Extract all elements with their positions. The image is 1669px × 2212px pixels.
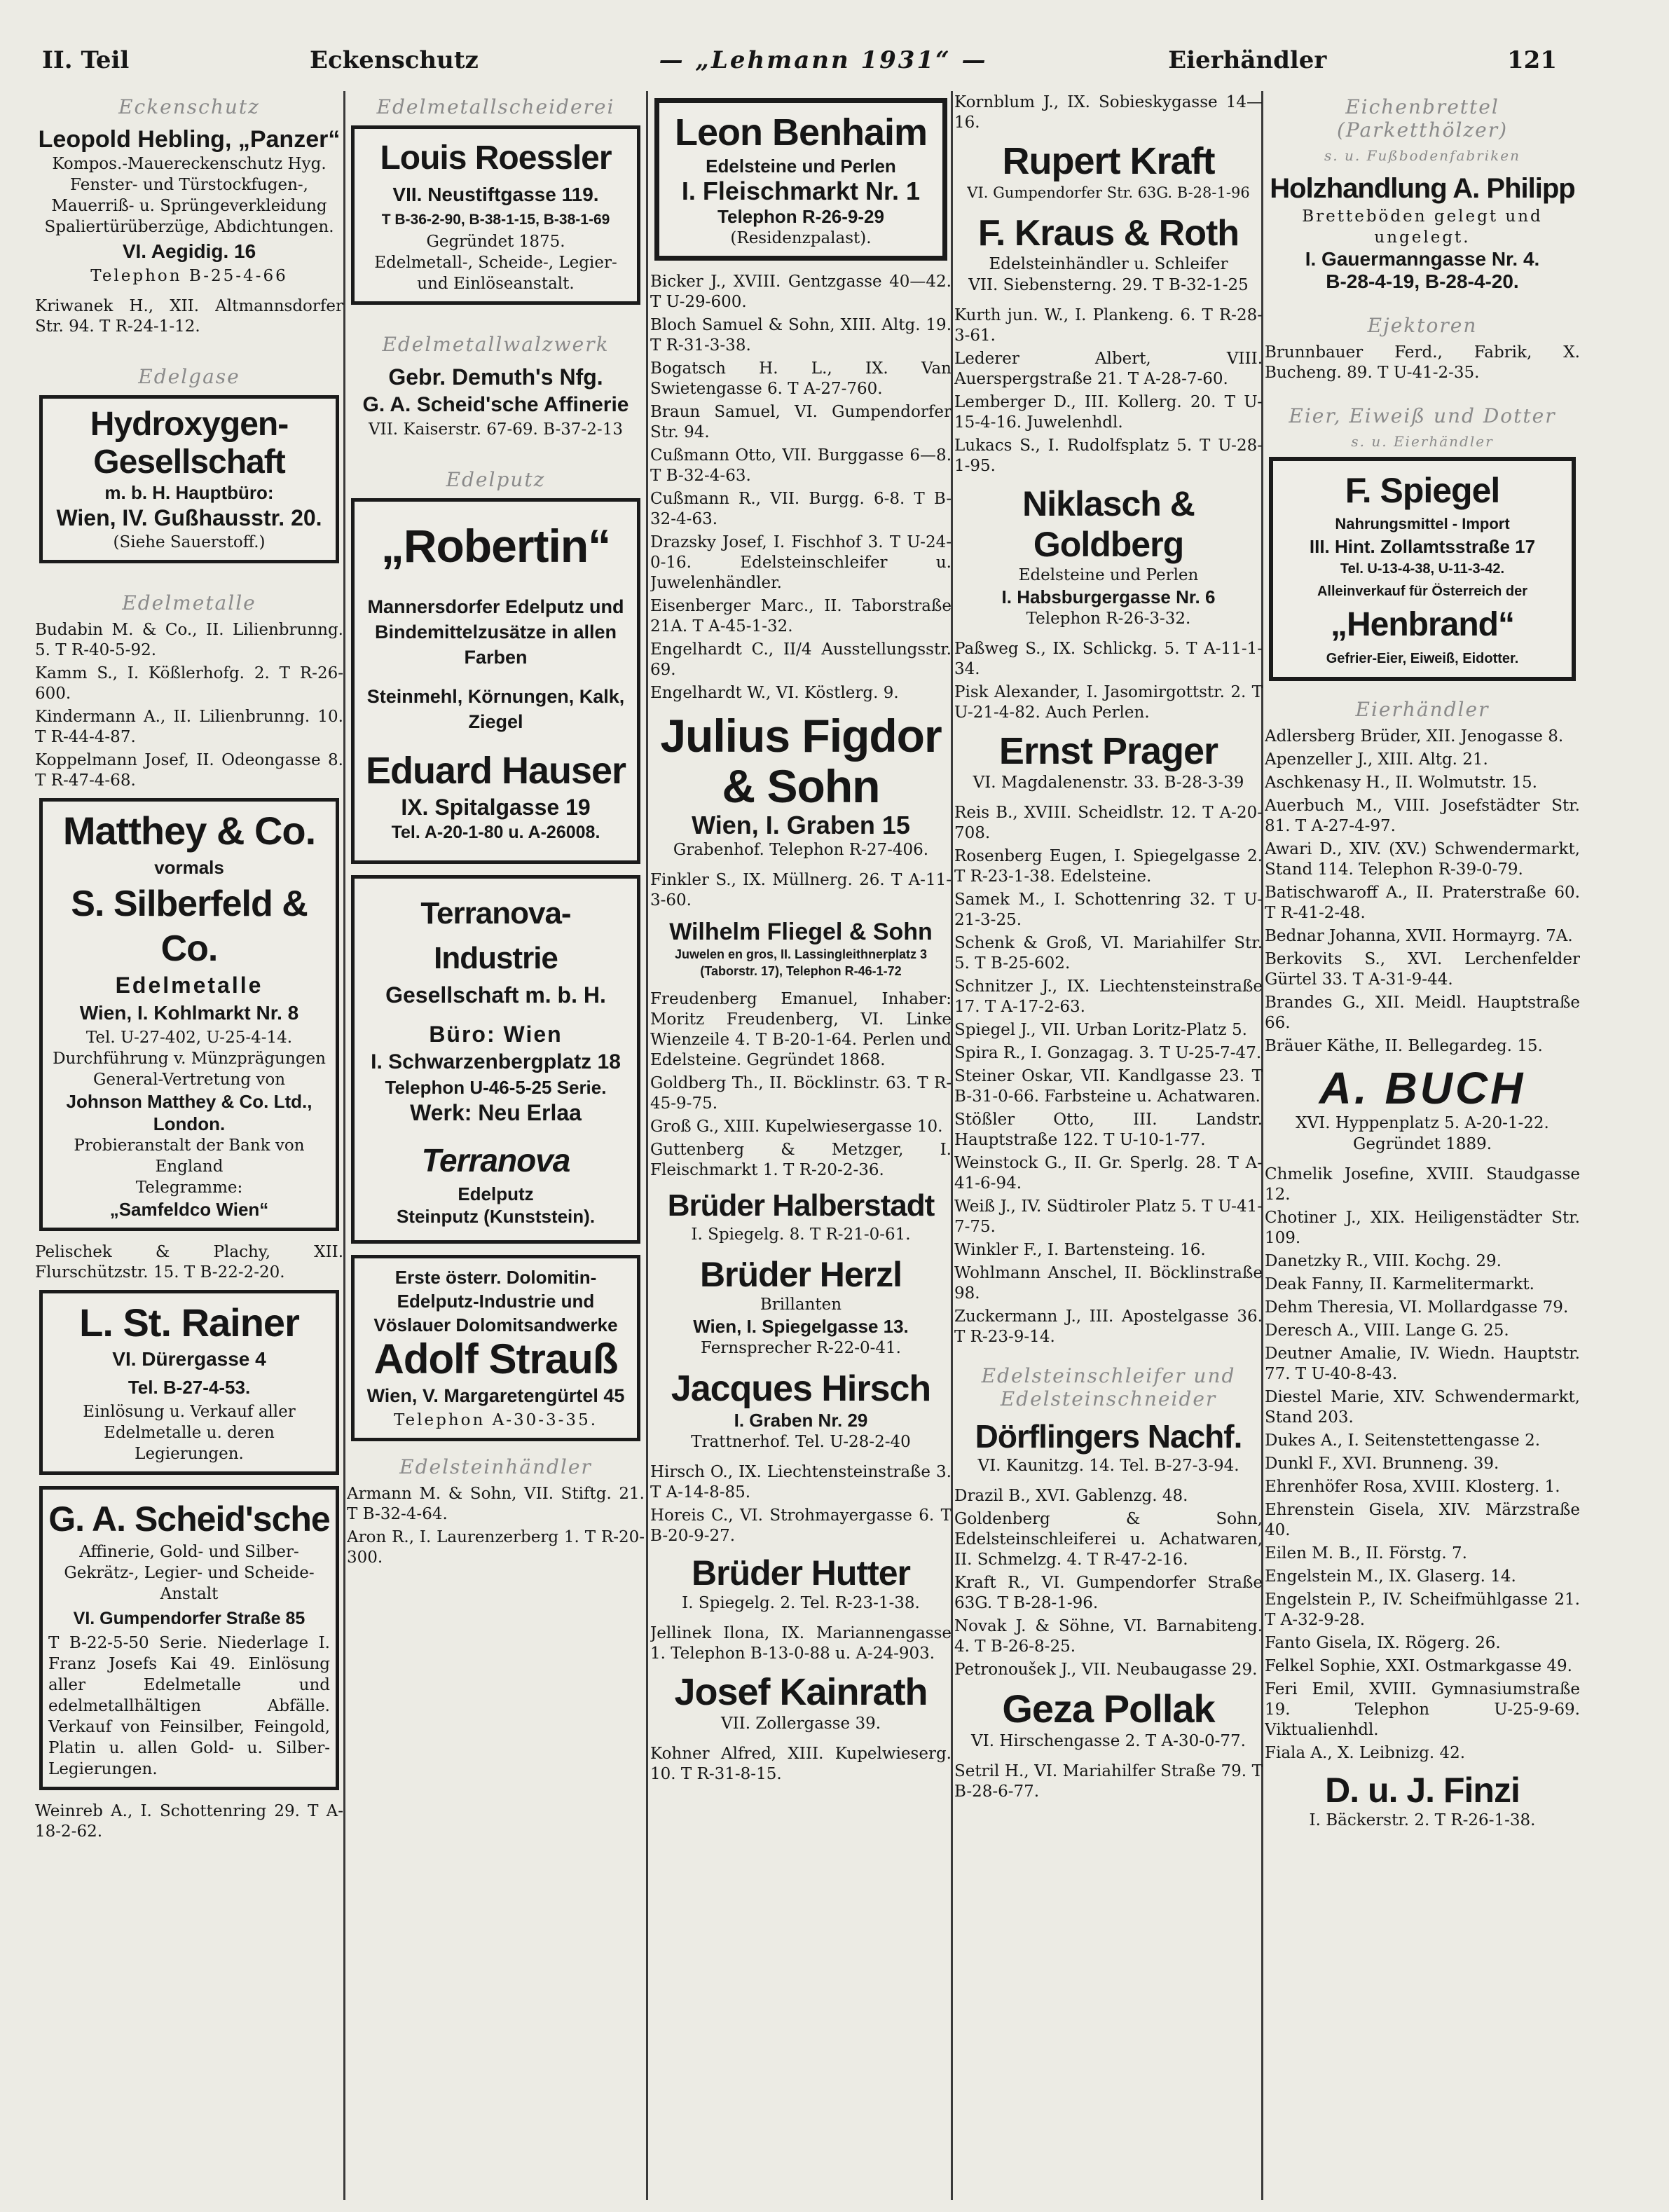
- listing-entry: Apenzeller J., XIII. Altg. 21.: [1265, 750, 1488, 769]
- listing-entry: Cußmann Otto, VII. Burggasse 6—8. T B-32-4-63.: [650, 446, 952, 485]
- company-name: Leon Benhaim: [674, 111, 928, 153]
- listing-entry: Dunkl F., XVI. Brunneng. 39.: [1265, 1455, 1499, 1473]
- ad-note: (Siehe Sauerstoff.): [113, 533, 266, 551]
- section-heading: Edelputz: [446, 468, 546, 491]
- listing-entry: Goldenberg & Sohn, Edelsteinschleiferei u. Achatwaren, II. Schmelzg. 4. T R-47-2-16.: [954, 1510, 1263, 1569]
- column-rule: [343, 91, 345, 2200]
- brand-name: „Henbrand“: [1330, 606, 1514, 643]
- column-rule: [646, 91, 648, 2200]
- listing-entry: Bicker J., XVIII. Gentzgasse 40—42. T U-29-600.: [650, 273, 952, 311]
- ad-description: Kompos.-Mauereckenschutz Hyg. Fenster- und Türstockfugen-, Mauerriß- u. Sprüngeverkleidung Spaliertürüberzüge, Abdichtungen.: [44, 155, 334, 236]
- ad-telephone: B-28-4-19, B-28-4-20.: [1326, 270, 1519, 292]
- company-name: Brüder Halberstadt: [667, 1188, 935, 1223]
- ad-telegram: „Samfeldco Wien“: [109, 1199, 269, 1220]
- ad-title-line: Gesellschaft: [93, 444, 285, 481]
- listing-entry: Horeis C., VI. Strohmayergasse 6. T B-20-9-27.: [650, 1506, 952, 1545]
- listing-entry: Batischwaroff A., II. Praterstraße 60. T R-41-2-48.: [1265, 884, 1580, 922]
- publication-title: — „Lehmann 1931“ —: [659, 46, 988, 74]
- company-name: Dörflingers Nachf.: [975, 1418, 1242, 1455]
- listing-entry: Samek M., I. Schottenring 32. T U-21-3-25.: [954, 891, 1263, 929]
- ad-subline: Edelmetalle: [115, 973, 263, 998]
- ad-address: VII. Neustiftgasse 119.: [392, 184, 599, 205]
- ad-telephone: Trattnerhof. Tel. U-28-2-40: [691, 1433, 911, 1451]
- listing-entry: Steiner Oskar, VII. Kandlgasse 23. T B-31-0-66. Farbsteine u. Achatwaren.: [954, 1067, 1263, 1106]
- listing-entry: Wohlmann Anschel, II. Böcklinstraße 98.: [954, 1264, 1263, 1303]
- listing-entry: Fiala A., X. Leibnizg. 42.: [1265, 1744, 1466, 1762]
- listing-entry: Lederer Albert, VIII. Auerspergstraße 21. T A-28-7-60.: [954, 350, 1263, 388]
- ad-matthey: [39, 798, 339, 1231]
- listing-entry: Reis B., XVIII. Scheidlstr. 12. T A-20-708.: [954, 804, 1263, 842]
- section-heading: Eierhändler: [1355, 698, 1490, 721]
- ad-address: VII. Zollergasse 39.: [720, 1715, 881, 1733]
- company-name: & Sohn: [722, 760, 880, 812]
- company-name: Eduard Hauser: [365, 750, 626, 792]
- listing-entry: Guttenberg & Metzger, I. Fleischmarkt 1. T R-20-2-36.: [650, 1141, 952, 1179]
- company-name: Josef Kainrath: [674, 1671, 928, 1713]
- ad-office: Büro: Wien: [429, 1022, 563, 1047]
- ad-telephone: Telephon B-25-4-66: [90, 267, 288, 285]
- ad-niklasch: [957, 483, 1260, 629]
- ad-prager: [957, 730, 1260, 793]
- company-name: F. Kraus & Roth: [977, 213, 1239, 254]
- ad-description: Nahrungsmittel - Import: [1335, 515, 1510, 533]
- ad-description: Edelsteinhändler u. Schleifer: [989, 255, 1228, 273]
- listing-entry: Drazsky Josef, I. Fischhof 3. T U-24-0-16. Edelsteinschleifer u. Juwelenhändler.: [650, 533, 952, 592]
- listing-entry: Freudenberg Emanuel, Inhaber: Moritz Freudenberg, VI. Linke Wienzeile 4. T B-20-1-64. Perlen und Edelsteine. Gegründet 1868.: [650, 990, 952, 1069]
- ad-finzi: [1268, 1771, 1577, 1831]
- ad-telephone: Tel. A-20-1-80 u. A-26008.: [391, 823, 600, 842]
- ad-pollak: [957, 1687, 1260, 1752]
- section-heading: Edelsteinhändler: [399, 1455, 592, 1478]
- company-name: Louis Roessler: [380, 139, 612, 177]
- ad-strauss: [351, 1255, 640, 1441]
- listing-entry: Dehm Theresia, VI. Mollardgasse 79.: [1265, 1298, 1569, 1317]
- ad-hutter: [653, 1553, 949, 1614]
- ad-address: VI. Hirschengasse 2. T A-30-0-77.: [971, 1732, 1246, 1750]
- listing-entry: Bednar Johanna, XVII. Hormayrg. 7A.: [1265, 927, 1573, 945]
- company-name: A. BUCH: [1319, 1063, 1526, 1113]
- ad-address: VI. Dürergasse 4: [112, 1348, 266, 1370]
- listing-entry: Engelstein P., IV. Scheifmühlgasse 21. T A-32-9-28.: [1265, 1591, 1580, 1629]
- listing-entry: Groß G., XIII. Kupelwiesergasse 10.: [650, 1118, 943, 1136]
- listing-entry: Schenk & Groß, VI. Mariahilfer Str. 5. T B-25-602.: [954, 934, 1263, 973]
- listing-entry: Setril H., VI. Mariahilfer Straße 79. T B-28-6-77.: [954, 1762, 1263, 1801]
- ad-roessler: [351, 125, 640, 305]
- ad-address: I. Graben Nr. 29: [734, 1410, 868, 1431]
- ad-address: Wien, I. Graben 15: [692, 811, 910, 839]
- ad-product: Steinputz (Kunststein).: [396, 1206, 596, 1227]
- listing-entry: Kamm S., I. Kößlerhofg. 2. T R-26-600.: [35, 664, 343, 703]
- ad-note: Johnson Matthey & Co. Ltd., London.: [66, 1091, 312, 1134]
- ad-telephone: Fernsprecher R-22-0-41.: [701, 1339, 901, 1357]
- section-subheading: s. u. Eierhändler: [1351, 433, 1494, 450]
- ad-address: Wien, IV. Gußhausstr. 20.: [56, 505, 322, 530]
- ad-founded: Gegründet 1889.: [1352, 1135, 1492, 1153]
- ad-title-line: Hydroxygen-: [90, 406, 289, 443]
- listing-entry: Danetzky R., VIII. Kochg. 29.: [1265, 1252, 1502, 1270]
- listing-entry: Deutner Amalie, IV. Wiedn. Hauptstr. 77. T U-40-8-43.: [1265, 1345, 1580, 1383]
- ad-description: Edelsteine und Perlen: [706, 156, 896, 177]
- ad-philipp: [1268, 171, 1577, 293]
- ad-demuth: [350, 363, 642, 440]
- ad-products: Steinmehl, Körnungen, Kalk, Ziegel: [366, 686, 625, 732]
- ad-description: Mannersdorfer Edelputz und Bindemittelzusätze in allen Farben: [367, 596, 624, 668]
- ad-note: Durchführung v. Münzprägungen: [53, 1050, 326, 1068]
- ad-benhaim: [654, 98, 947, 261]
- company-name: D. u. J. Finzi: [1325, 1771, 1520, 1810]
- section-subheading: s. u. Fußbodenfabriken: [1324, 147, 1520, 164]
- ad-telephone: Telephon A-30-3-35.: [393, 1411, 598, 1429]
- listing-entry: Kraft R., VI. Gumpendorfer Straße 63G. T B-28-1-96.: [954, 1574, 1263, 1612]
- listing-entry: Chmelik Josefine, XVIII. Staudgasse 12.: [1265, 1165, 1580, 1204]
- listing-entry: Deak Fanny, II. Karmelitermarkt.: [1265, 1275, 1534, 1293]
- ad-address: Wien, V. Margaretengürtel 45: [366, 1385, 625, 1406]
- listing-entry: Lemberger D., III. Kollerg. 20. T U-15-4-16. Juwelenhdl.: [954, 393, 1263, 432]
- company-name: Adolf Strauß: [373, 1335, 618, 1382]
- listing-entry: Kriwanek H., XII. Altmannsdorfer Str. 94. T R-24-1-12.: [35, 297, 343, 336]
- section-heading: Ejektoren: [1367, 314, 1478, 337]
- listing-entry: Goldberg Th., II. Böcklinstr. 63. T R-45-9-75.: [650, 1074, 952, 1113]
- ad-address: III. Hint. Zollamtsstraße 17: [1309, 536, 1536, 557]
- ad-address: VI. Aegidig. 16: [122, 240, 256, 262]
- ad-founded: Gegründet 1875.: [426, 233, 565, 251]
- listing-entry: Weinreb A., I. Schottenring 29. T A-18-2-62.: [35, 1802, 343, 1841]
- listing-entry: Kindermann A., II. Lilienbrunng. 10. T R-44-4-87.: [35, 708, 343, 746]
- section-heading: Eier, Eiweiß und Dotter: [1289, 404, 1556, 427]
- ad-works: Werk: Neu Erlaa: [410, 1100, 582, 1125]
- ad-note: Telegramme:: [135, 1179, 243, 1197]
- company-name: Julius Figdor: [660, 710, 942, 762]
- listing-entry: Aron R., I. Laurenzerberg 1. T R-20-300.: [347, 1528, 645, 1567]
- ad-address: I. Bäckerstr. 2. T R-26-1-38.: [1309, 1811, 1536, 1829]
- listing-entry: Fanto Gisela, IX. Rögerg. 26.: [1265, 1634, 1501, 1652]
- listing-entry: Dukes A., I. Seitenstettengasse 2.: [1265, 1431, 1541, 1450]
- section-heading: Edelmetallwalzwerk: [382, 333, 610, 356]
- listing-entry: Petronoušek J., VII. Neubaugasse 29.: [954, 1661, 1258, 1679]
- ad-telephone: Grabenhof. Telephon R-27-406.: [673, 841, 929, 859]
- listing-entry: Koppelmann Josef, II. Odeongasse 8. T R-47-4-68.: [35, 751, 343, 790]
- listing-entry: Weinstock G., II. Gr. Sperlg. 28. T A-41-6-94.: [954, 1154, 1263, 1193]
- ad-address: Wien, I. Spiegelgasse 13.: [693, 1316, 909, 1337]
- company-name: Holzhandlung A. Philipp: [1270, 173, 1575, 204]
- right-catchword: Eierhändler: [1168, 46, 1327, 74]
- listing-entry: Eilen M. B., II. Förstg. 7.: [1265, 1544, 1467, 1562]
- listing-entry: Engelhardt W., VI. Köstlerg. 9.: [650, 684, 899, 702]
- ad-telephone: Tel. B-27-4-53.: [128, 1377, 251, 1398]
- listing-entry: Chotiner J., XIX. Heiligenstädter Str. 109.: [1265, 1209, 1580, 1247]
- ad-doerflinger: [957, 1417, 1260, 1476]
- listing-entry: Engelhardt C., II/4 Ausstellungsstr. 69.: [650, 640, 952, 679]
- ad-kainrath: [653, 1671, 949, 1734]
- ad-note: General-Vertretung von: [92, 1071, 286, 1089]
- listing-entry: Ehrenhöfer Rosa, XVIII. Klosterg. 1.: [1265, 1478, 1560, 1496]
- ad-note: Probieranstalt der Bank von England: [74, 1136, 305, 1176]
- ad-hydroxygen: [39, 395, 339, 563]
- page-header: [42, 39, 1557, 81]
- ad-note: (Residenzpalast).: [730, 229, 872, 247]
- ad-buch: [1268, 1064, 1577, 1155]
- listing-entry: Novak J. & Söhne, VI. Barnabiteng. 4. T B-26-8-25.: [954, 1617, 1263, 1656]
- listing-entry: Hirsch O., IX. Liechtensteinstraße 3. T A-14-8-85.: [650, 1463, 952, 1502]
- left-catchword: Eckenschutz: [310, 46, 479, 74]
- company-name: G. A. Scheid'sche: [48, 1499, 330, 1539]
- listing-entry: Spiegel J., VII. Urban Loritz-Platz 5.: [954, 1021, 1247, 1039]
- listing-entry: Kohner Alfred, XIII. Kupelwieserg. 10. T R-31-8-15.: [650, 1745, 952, 1783]
- ad-address: VI. Gumpendorfer Straße 85: [73, 1609, 305, 1628]
- ad-address: I. Gauermanngasse Nr. 4.: [1305, 248, 1540, 270]
- listing-entry: Pisk Alexander, I. Jasomirgottstr. 2. T U-21-4-82. Auch Perlen.: [954, 683, 1263, 722]
- ad-hebling: [38, 125, 341, 287]
- listing-entry: Bogatsch H. L., IX. Van Swietengasse 6. T A-27-760.: [650, 359, 952, 398]
- listing-entry: Feri Emil, XVIII. Gymnasiumstraße 19. Telephon U-25-9-69. Viktualienhdl.: [1265, 1680, 1580, 1739]
- ad-description: Juwelen en gros, II. Lassingleithnerplatz 3 (Taborstr. 17), Telephon R-46-1-72: [674, 947, 928, 978]
- listing-entry: Berkovits S., XVI. Lerchenfelder Gürtel 33. T A-31-9-44.: [1265, 950, 1580, 989]
- ad-halberstadt: [653, 1188, 949, 1245]
- ad-telephone: Telephon R-26-3-32.: [1026, 610, 1191, 628]
- ad-telephone: Tel. U-13-4-38, U-11-3-42.: [1340, 561, 1505, 577]
- column-3: [650, 91, 952, 2193]
- listing-entry: Auerbuch M., VIII. Josefstädter Str. 81. T A-27-4-97.: [1265, 797, 1580, 835]
- ad-address: VI. Magdalenenstr. 33. B-28-3-39: [973, 774, 1244, 792]
- company-name: F. Spiegel: [1345, 471, 1500, 510]
- ad-address: I. Schwarzenbergplatz 18: [371, 1050, 621, 1073]
- listing-entry: Lukacs S., I. Rudolfsplatz 5. T U-28-1-95.: [954, 437, 1263, 475]
- ad-description: Edelmetall-, Scheide-, Legier- und Einlöseanstalt.: [374, 254, 617, 293]
- ad-spiegel: [1269, 457, 1576, 681]
- company-name: Ernst Prager: [998, 730, 1218, 772]
- company-name: Niklasch & Goldberg: [1022, 484, 1195, 564]
- listing-entry: Zuckermann J., III. Apostelgasse 36. T R-23-9-14.: [954, 1307, 1263, 1346]
- listing-entry: Brunnbauer Ferd., Fabrik, X. Bucheng. 89. T U-41-2-35.: [1265, 343, 1580, 382]
- section-heading: Edelmetalle: [122, 591, 256, 614]
- listing-entry: Kornblum J., IX. Sobieskygasse 14—16.: [954, 93, 1263, 132]
- ad-description: Brillanten: [760, 1296, 842, 1314]
- company-name: Terranova-Industrie: [420, 896, 571, 975]
- ad-figdor: [653, 710, 949, 860]
- listing-entry: Deresch A., VIII. Lange G. 25.: [1265, 1321, 1509, 1340]
- listing-entry: Bräuer Käthe, II. Bellegardeg. 15.: [1265, 1037, 1543, 1055]
- company-name: G. A. Scheid'sche Affinerie: [362, 393, 629, 416]
- listing-entry: Drazil B., XVI. Gablenzg. 48.: [954, 1487, 1188, 1505]
- ad-address: I. Fleischmarkt Nr. 1: [681, 177, 921, 205]
- listing-entry: Budabin M. & Co., II. Lilienbrunng. 5. T R-40-5-92.: [35, 621, 343, 659]
- ad-address: I. Spiegelg. 8. T R-21-0-61.: [691, 1225, 911, 1244]
- ad-telephone: T B-36-2-90, B-38-1-15, B-38-1-69: [381, 212, 610, 228]
- listing-entry: Rosenberg Eugen, I. Spiegelgasse 2. T R-23-1-38. Edelsteine.: [954, 847, 1263, 886]
- ad-product: Edelputz: [458, 1183, 534, 1204]
- listing-entry: Engelstein M., IX. Glaserg. 14.: [1265, 1567, 1516, 1586]
- ad-description: Erste österr. Dolomitin-Edelputz-Industrie und Vöslauer Dolomitsandwerke: [373, 1267, 618, 1335]
- section-heading: Eckenschutz: [118, 95, 260, 118]
- listing-entry: Cußmann R., VII. Burgg. 6-8. T B-32-4-63.: [650, 490, 952, 528]
- ad-products: Gefrier-Eier, Eiweiß, Eidotter.: [1326, 651, 1519, 666]
- ad-terranova: [351, 875, 640, 1244]
- listing-entry: Armann M. & Sohn, VII. Stiftg. 21. T B-32-4-64.: [347, 1485, 645, 1523]
- section-heading: Eichenbrettel (Parketthölzer): [1336, 95, 1509, 142]
- section-heading: Edelgase: [138, 365, 240, 388]
- ad-subline: m. b. H. Hauptbüro:: [104, 482, 274, 503]
- listing-entry: Stößler Otto, III. Landstr. Hauptstraße 122. T U-10-1-77.: [954, 1111, 1263, 1149]
- listing-entry: Braun Samuel, VI. Gumpendorfer Str. 94.: [650, 403, 952, 441]
- page-number: 121: [1507, 46, 1557, 74]
- company-name: L. St. Rainer: [79, 1300, 299, 1345]
- listing-entry: Brandes G., XII. Meidl. Hauptstraße 66.: [1265, 994, 1580, 1032]
- ad-address: VI. Gumpendorfer Str. 63G. B-28-1-96: [967, 184, 1250, 201]
- ad-address: I. Spiegelg. 2. Tel. R-23-1-38.: [682, 1594, 920, 1612]
- ad-telephone: Telephon U-46-5-25 Serie.: [385, 1077, 607, 1098]
- ad-address: VII. Kaiserstr. 67-69. B-37-2-13: [369, 420, 623, 439]
- company-name: Brüder Hutter: [691, 1553, 911, 1593]
- ad-herzl: [653, 1255, 949, 1359]
- ad-scheid: [39, 1486, 339, 1790]
- listing-entry: Kurth jun. W., I. Plankeng. 6. T R-28-3-61.: [954, 306, 1263, 345]
- listing-entry: Diestel Marie, XIV. Schwendermarkt, Stand 203.: [1265, 1388, 1580, 1427]
- ad-telephone: Telephon R-26-9-29: [717, 206, 884, 227]
- ad-note: Alleinverkauf für Österreich der: [1317, 584, 1528, 599]
- ad-address: VII. Siebensterng. 29. T B-32-1-25: [968, 276, 1249, 294]
- company-name: Jacques Hirsch: [671, 1368, 931, 1409]
- listing-entry: Awari D., XIV. (XV.) Schwendermarkt, Stand 114. Telephon R-39-0-79.: [1265, 840, 1580, 879]
- listing-entry: Schnitzer J., IX. Liechtensteinstraße 17. T A-17-2-63.: [954, 977, 1263, 1016]
- ad-description: Einlösung u. Verkauf aller Edelmetalle u. deren Legierungen.: [83, 1403, 296, 1463]
- ad-address: XVI. Hyppenplatz 5. A-20-1-22.: [1296, 1114, 1549, 1132]
- ad-kraus: [957, 213, 1260, 296]
- company-name: Rupert Kraft: [1002, 140, 1215, 182]
- ad-description: Affinerie, Gold- und Silber-Gekrätz-, Legier- und Scheide-Anstalt: [64, 1543, 315, 1603]
- ad-subline: vormals: [154, 857, 224, 878]
- ad-address: IX. Spitalgasse 19: [401, 795, 591, 820]
- listing-entry: Weiß J., IV. Südtiroler Platz 5. T U-41-7-75.: [954, 1197, 1263, 1236]
- ad-details: T B-22-5-50 Serie. Niederlage I. Franz Josefs Kai 49. Einlösung aller Edelmetalle und edelmetallhältigen Abfälle. Verkauf von Feinsilber, Feingold, Platin u. allen Gold- u. Silber-Legierungen.: [48, 1634, 330, 1778]
- part-label: II. Teil: [42, 46, 130, 74]
- section-heading: Edelmetallscheiderei: [376, 95, 615, 118]
- column-2: [347, 91, 645, 2193]
- company-form: Gesellschaft m. b. H.: [385, 982, 606, 1008]
- ad-description: Edelsteine und Perlen: [1018, 566, 1199, 584]
- ad-kraft: [957, 140, 1260, 203]
- column-1: [35, 91, 343, 2193]
- brand-name: Terranova: [421, 1142, 570, 1179]
- listing-entry: Ehrenstein Gisela, XIV. Märzstraße 40.: [1265, 1501, 1580, 1539]
- listing-entry: Felkel Sophie, XXI. Ostmarkgasse 49.: [1265, 1657, 1572, 1675]
- company-name: Matthey & Co.: [62, 809, 316, 853]
- listing-entry: Bloch Samuel & Sohn, XIII. Altg. 19. T R-31-3-38.: [650, 316, 952, 355]
- column-4: [954, 91, 1263, 2193]
- section-heading: Edelsteinschleifer und Edelsteinschneider: [981, 1364, 1236, 1410]
- ad-hirsch: [653, 1368, 949, 1452]
- listing-entry: Aschkenasy H., II. Wolmutstr. 15.: [1265, 774, 1537, 792]
- listing-entry: Finkler S., IX. Müllnerg. 26. T A-11-3-60.: [650, 871, 952, 909]
- ad-address: VI. Kaunitzg. 14. Tel. B-27-3-94.: [977, 1457, 1239, 1475]
- company-name: Geza Pollak: [1002, 1687, 1215, 1731]
- listing-entry: Spira R., I. Gonzagag. 3. T U-25-7-47.: [954, 1044, 1262, 1062]
- column-5: [1265, 91, 1580, 2193]
- listing-entry: Winkler F., I. Bartensteing. 16.: [954, 1241, 1206, 1259]
- listing-entry: Adlersberg Brüder, XII. Jenogasse 8.: [1265, 727, 1564, 746]
- listing-entry: Pelischek & Plachy, XII. Flurschützstr. 15. T B-22-2-20.: [35, 1243, 343, 1282]
- ad-telephone: Tel. U-27-402, U-25-4-14.: [85, 1029, 293, 1047]
- ad-description: Bretteböden gelegt und ungelegt.: [1302, 207, 1543, 247]
- ad-robertin: [351, 498, 640, 864]
- company-name: Brüder Herzl: [699, 1255, 902, 1294]
- company-name: Wilhelm Fliegel & Sohn: [669, 919, 933, 945]
- company-name: Leopold Hebling, „Panzer“: [38, 126, 341, 153]
- brand-name: „Robertin“: [380, 520, 611, 572]
- company-name: S. Silberfeld & Co.: [71, 884, 308, 969]
- ad-fliegel: [653, 918, 949, 980]
- ad-address: I. Habsburgergasse Nr. 6: [1001, 586, 1216, 607]
- ad-rainer: [39, 1290, 339, 1475]
- listing-entry: Jellinek Ilona, IX. Mariannengasse 1. Telephon B-13-0-88 u. A-24-903.: [650, 1624, 952, 1663]
- listing-entry: Paßweg S., IX. Schlickg. 5. T A-11-1-34.: [954, 640, 1263, 678]
- listing-entry: Eisenberger Marc., II. Taborstraße 21A. T A-45-1-32.: [650, 597, 952, 636]
- ad-address: Wien, I. Kohlmarkt Nr. 8: [79, 1002, 299, 1024]
- company-name: Gebr. Demuth's Nfg.: [388, 364, 603, 390]
